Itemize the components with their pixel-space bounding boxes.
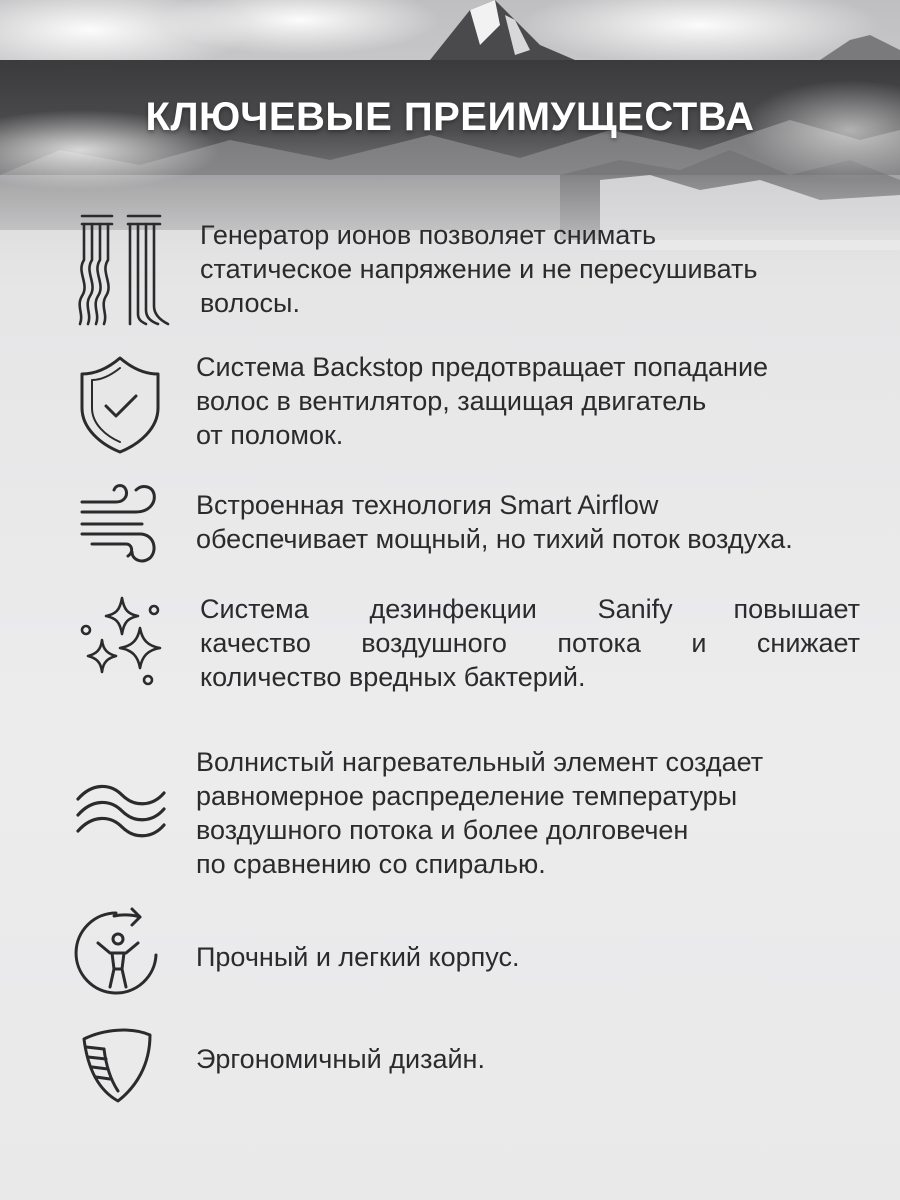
feature-line: Генератор ионов позволяет снимать: [200, 220, 657, 250]
header-banner: [0, 60, 900, 175]
feature-line: обеспечивает мощный, но тихий поток воздуха.: [196, 524, 793, 554]
feature-text-ion-generator: [200, 218, 757, 320]
feature-text-sanify: [200, 592, 860, 694]
feature-line: Система Backstop предотвращает попадание: [196, 352, 769, 382]
feature-line: качество воздушного потока и снижает: [200, 628, 860, 658]
feature-line: Эргономичный дизайн.: [196, 1044, 485, 1074]
feature-text-ergonomic: [196, 1042, 485, 1076]
sparkles-icon: [70, 592, 170, 702]
hair-strands-icon: [70, 210, 170, 320]
waves-icon: [70, 775, 170, 885]
feature-line: Волнистый нагревательный элемент создает: [196, 747, 764, 777]
feature-line: Встроенная технология Smart Airflow: [196, 490, 659, 520]
feature-line: равномерное распределение температуры: [196, 781, 738, 811]
feature-line: статическое напряжение и не пересушивать: [200, 254, 758, 284]
wind-icon: [70, 480, 170, 590]
feature-line: волосы.: [200, 288, 300, 318]
feature-line: волос в вентилятор, защищая двигатель: [196, 386, 707, 416]
shield-check-icon: [70, 350, 170, 460]
feature-line: Система дезинфекции Sanify повышает: [200, 594, 860, 624]
feature-line: по сравнению со спиралью.: [196, 849, 546, 879]
page-title: КЛЮЧЕВЫЕ ПРЕИМУЩЕСТВА: [145, 95, 755, 139]
feature-text-body: [196, 940, 519, 974]
feature-line: от поломок.: [196, 420, 344, 450]
ergonomic-shield-icon: [70, 1025, 170, 1135]
feature-line: количество вредных бактерий.: [200, 662, 586, 692]
feature-text-backstop: [196, 350, 768, 452]
feature-text-smart-airflow: [196, 488, 793, 556]
lightweight-figure-icon: [70, 905, 170, 1015]
feature-text-wavy-heater: [196, 745, 763, 881]
feature-line: воздушного потока и более долговечен: [196, 815, 689, 845]
feature-line: Прочный и легкий корпус.: [196, 942, 520, 972]
